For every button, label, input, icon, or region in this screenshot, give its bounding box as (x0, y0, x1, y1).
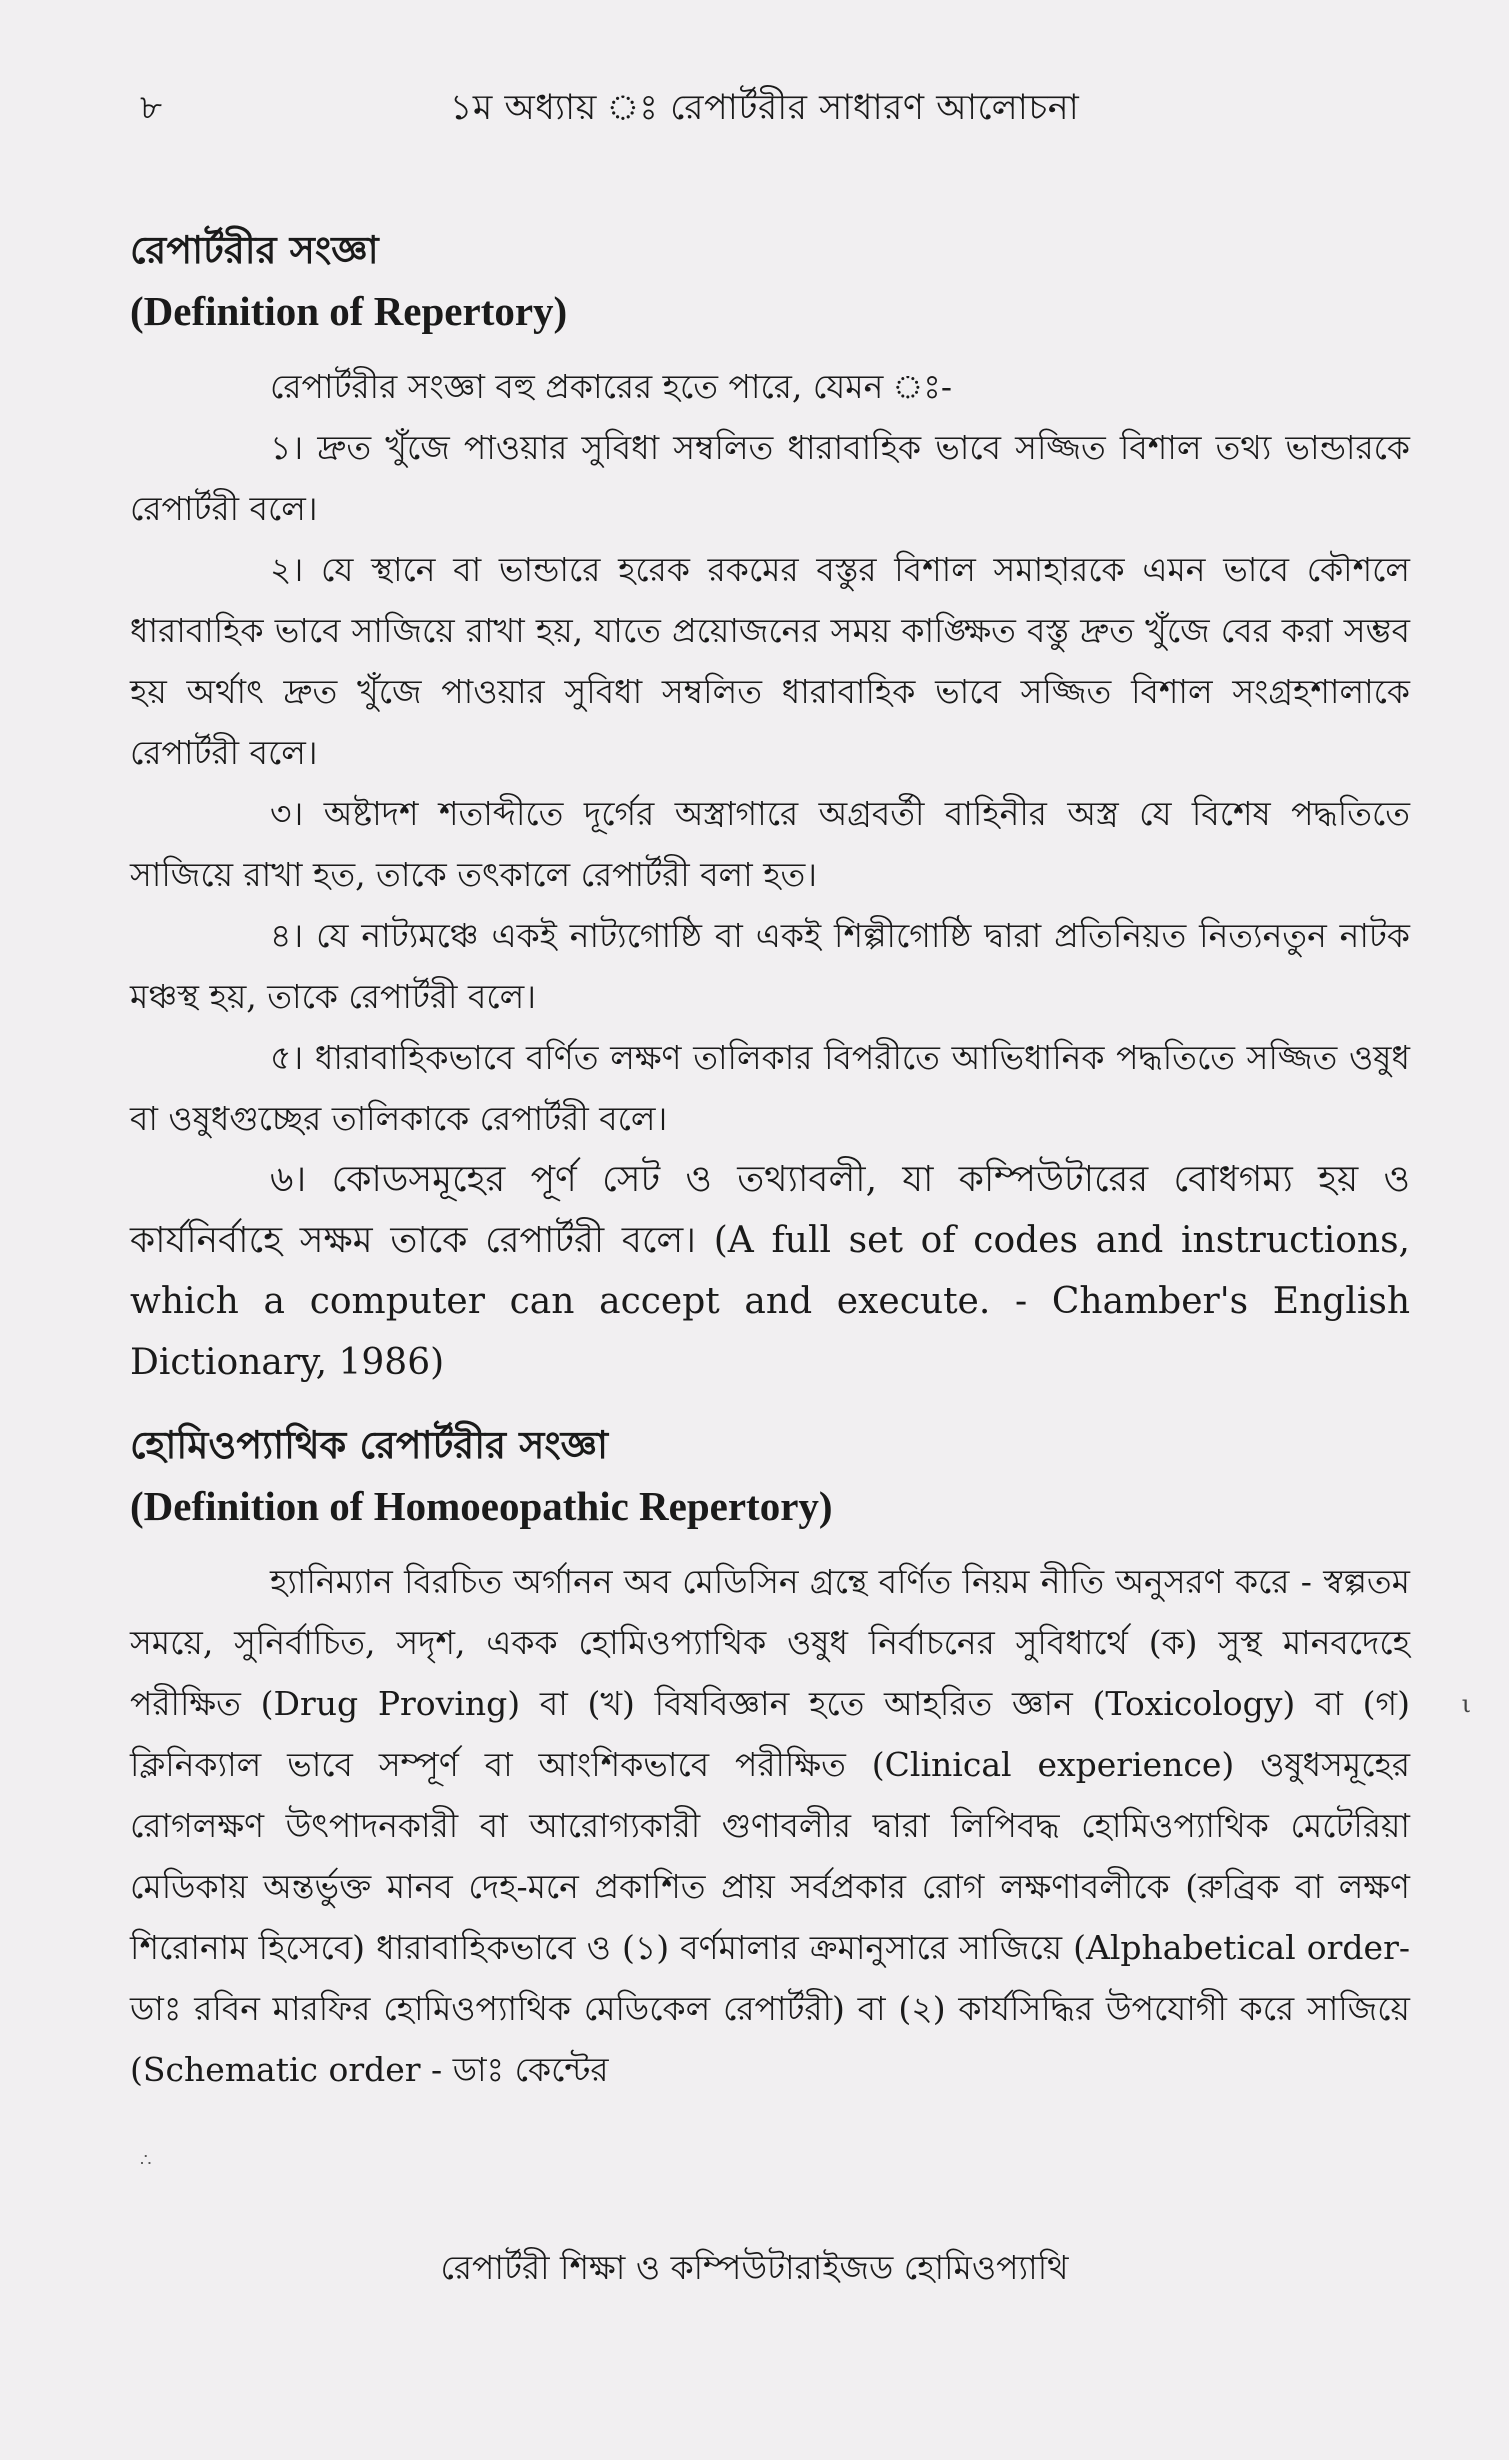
page-header (120, 72, 1409, 128)
homoeopathic-definition-paragraph: হ্যানিম্যান বিরচিত অর্গানন অব মেডিসিন গ্রন্থে বর্ণিত নিয়ম নীতি অনুসরণ করে - স্বল্পতম সময়ে, সুনির্বাচিত, সদৃশ, একক হোমিওপ্যাথিক ওষুধ নির্বাচনের সুবিধার্থে (ক) সুস্থ মানবদেহে পরীক্ষিত (Drug Proving) বা (খ) বিষবিজ্ঞান হতে আহরিত জ্ঞান (Toxicology) বা (গ) ক্লিনিক্যাল ভাবে সম্পূর্ণ বা আংশিকভাবে পরীক্ষিত (Clinical experience) ওষুধসমূহের রোগলক্ষণ উৎপাদনকারী বা আরোগ্যকারী গুণাবলীর দ্বারা লিপিবদ্ধ হোমিওপ্যাথিক মেটেরিয়া মেডিকায় অন্তর্ভুক্ত মানব দেহ-মনে প্রকাশিত প্রায় সর্বপ্রকার রোগ লক্ষণাবলীকে (রুব্রিক বা লক্ষণ শিরোনাম হিসেবে) ধারাবাহিকভাবে ও (১) বর্ণমালার ক্রমানুসারে সাজিয়ে (Alphabetical order- ডাঃ রবিন মারফির হোমিওপ্যাথিক মেডিকেল রেপার্টরী) বা (২) কার্যসিদ্ধির উপযোগী করে সাজিয়ে (Schematic order - ডাঃ কেন্টের (130, 1562, 1410, 2089)
section-title-bn: হোমিওপ্যাথিক রেপার্টরীর সংজ্ঞা (130, 1422, 609, 1467)
definition-item-5: ৫। ধারাবাহিকভাবে বর্ণিত লক্ষণ তালিকার বিপরীতে আভিধানিক পদ্ধতিতে সজ্জিত ওষুধ বা ওষুধগুচ্ছের তালিকাকে রেপার্টরী বলে। (130, 1038, 1410, 1138)
section-repertory-definition (130, 220, 1410, 1393)
print-speck: ∴ (140, 2150, 152, 2171)
page-number: ৮ (140, 88, 163, 128)
intro-paragraph: রেপার্টরীর সংজ্ঞা বহু প্রকারের হতে পারে, যেমন ঃ- (270, 367, 953, 406)
section-title-bn: রেপার্টরীর সংজ্ঞা (130, 227, 379, 272)
section-homoeopathic-repertory-definition (130, 1415, 1410, 2100)
running-title: ১ম অধ্যায় ঃ রেপার্টরীর সাধারণ আলোচনা (449, 88, 1080, 128)
page-content (130, 220, 1410, 2100)
definition-item-3: ৩। অষ্টাদশ শতাব্দীতে দূর্গের অস্ত্রাগারে অগ্রবর্তী বাহিনীর অস্ত্র যে বিশেষ পদ্ধতিতে সাজিয়ে রাখা হত, তাকে তৎকালে রেপার্টরী বলা হত। (130, 794, 1410, 894)
definition-item-1: ১। দ্রুত খুঁজে পাওয়ার সুবিধা সম্বলিত ধারাবাহিক ভাবে সজ্জিত বিশাল তথ্য ভান্ডারকে রেপার্টরী বলে। (130, 428, 1410, 528)
margin-mark: ι (1461, 1690, 1471, 1718)
section-title-en: (Definition of Homoeopathic Repertory) (130, 1483, 833, 1529)
definition-item-4: ৪। যে নাট্যমঞ্চে একই নাট্যগোষ্ঠি বা একই শিল্পীগোষ্ঠি দ্বারা প্রতিনিয়ত নিত্যনতুন নাটক মঞ্চস্থ হয়, তাকে রেপার্টরী বলে। (130, 916, 1410, 1016)
definition-item-6: ৬। কোডসমূহের পূর্ণ সেট ও তথ্যাবলী, যা কম্পিউটারের বোধগম্য হয় ও কার্যনির্বাহে সক্ষম তাকে রেপার্টরী বলে। (A full set of codes and instructions, which a computer can accept and execute. - Chamber's English Dictionary, 1986) (130, 1159, 1410, 1383)
section-title-en: (Definition of Repertory) (130, 288, 568, 334)
page-footer: রেপার্টরী শিক্ষা ও কম্পিউটারাইজড হোমিওপ্যাথি (440, 2248, 1069, 2287)
definition-item-2: ২। যে স্থানে বা ভান্ডারে হরেক রকমের বস্তুর বিশাল সমাহারকে এমন ভাবে কৌশলে ধারাবাহিক ভাবে সাজিয়ে রাখা হয়, যাতে প্রয়োজনের সময় কাঙ্ক্ষিত বস্তু দ্রুত খুঁজে বের করা সম্ভব হয় অর্থাৎ দ্রুত খুঁজে পাওয়ার সুবিধা সম্বলিত ধারাবাহিক ভাবে সজ্জিত বিশাল সংগ্রহশালাকে রেপার্টরী বলে। (130, 550, 1410, 772)
